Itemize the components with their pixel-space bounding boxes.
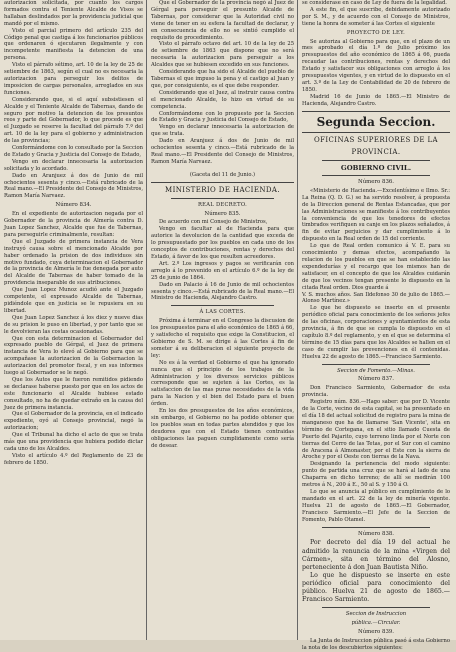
paragraph: Visto el párrafo octavo del art. 10 de la ley de 25 de setiembre de 1863 que dispone que no será necesaria la autorizacion para perseguir a los Alcaldes que se hubiesen excedido en sus funciones. [151,41,294,69]
paragraph: Que Juan Lopez Sanchez á los diez y nueve dias de su prision le puso en libertad, y por tanto que se le devolvieran las costas ocasionadas. [4,314,143,335]
paragraph: De acuerdo con mi Consejo de Ministros, [159,219,268,226]
decree-number: Número 835. [204,210,241,217]
paragraph: Visto el párrafo sétimo, art. 10 de la ley de 25 de setiembre de 1863, según el cual no es necesaria la autorizacion para perseguir los delitos de imposicion de cargas personales, arreglados en sus funciones. [4,62,143,96]
column-rule-2 [297,0,298,640]
divider [322,175,430,176]
divider [322,364,430,365]
divider [322,527,430,528]
paragraph: En los dos presupuestos de los años económicos, sin embargo, el Gobierno no ha podido obtener que los pueblos sean en todas partes atendidos y que los deudores que con el Estado tienen contraidas obligaciones las paguen cumplidamente como sería de desear. [151,408,294,449]
paragraph: V. S. muchos años. San Ildefonso 30 de julio de 1865.—Alonso Martínez.» [302,291,450,305]
paragraph: Lo que he dispuesto se inserte en el presente periódico oficial para conocimiento de los señores jefes de las oficinas, corporaciones y ayuntamientos de esta provincia, á fin de que se cumpla lo dispuesto en el capítulo 8.º del reglamento, y en el que se determina el término de 15 días para que los Alcaldes se hallen en el caso de cumplir las prevenciones en él contenidas. Huelva 22 de agosto de 1865.—Francisco Sarmiento. [302,305,450,360]
real-decreto-heading: REAL DECRETO. [197,201,248,208]
fomento-heading: Seccion de Fomento.—Minas. [337,367,415,374]
paragraph: Considerando que el Juez, al instruir causa contra el mencionado Alcalde, lo hizo en virtud de su competencia. [151,89,294,110]
paragraph: Que el Gobernador de la provincia, en el indicado expediente, oyó al Consejo provincial, negó la autorizacion; [4,411,143,432]
paragraph: Vengo en facultar al de Hacienda para que autorice la devolucion de la cantidad que exceda de lo presupuestado por los pueblos en cada uno de los conceptos de contribuciones, rentas y derechos del Estado, á favor de los que resulten acreedores. [151,226,294,260]
divider [151,182,294,183]
divider [171,305,274,306]
paragraph: A este fin, el que suscribe, debidamente autorizado por S. M., y de acuerdo con el Consejo de Ministros, tiene la honra de someter á las Cortes el siguiente [302,6,450,27]
paragraph: Por decreto del día 19 del actual he admitido la renuncia de la mina «Virgen del Cármen», sita en término del Alosno, perteneciente á don Juan Bautista Niño. [302,539,450,571]
paragraph: Visto el parcial primero del artículo 235 del Código penal que castiga á los funcionarios públicos que ordenaren ó ejecutaren ilegalmente y con incompetente manifiesta la detencion de una persona. [4,27,143,62]
gaceta-date: (Gaceta del 11 de Junio.) [189,171,256,178]
paragraph: Dado en Palacio á 16 de Junio de mil ochocientos sesenta y cinco.—Está rubricado de la Real mano.—El Ministro de Hacienda, Alejandro Castro. [151,281,294,302]
paragraph: Vengo en declarar innecesaria la autorizacion solicitada y lo acordado. [4,158,143,172]
gobierno-civil-heading: GOBIERNO CIVIL. [340,163,412,172]
paragraph: Vengo en declarar innecesaria la autorizacion de que se trata. [151,124,294,138]
paragraph: Próxima á terminar en el Congreso la discusion de los presupuestos para el año económico de 1865 á 66, y satisfecho el requisito que exige la Constitucion, el Gobierno de S. M. se dirige á las Cortes á fin de someter á su deliberacion el siguiente proyecto de ley: [151,318,294,359]
paragraph: Visto el artículo 4.º del Reglamento de 23 de febrero de 1850. [4,452,143,466]
divider [322,607,430,608]
paragraph: Considerando que ha sido el Alcalde del pueblo de Tabernas el que impuso la pena y el castigo al Juan y que, por consiguiente, es el que debe responder. [151,69,294,89]
publica-heading: pública.—Circular. [351,620,401,627]
oficinas-heading: OFICINAS SUPERIORES DE LA [313,135,439,144]
divider [322,160,430,161]
paragraph: No es á la verdad el Gobierno el que ha ignorado nunca que el principio de los trabajos de la Administracion y los diversos servicios públicos corresponde que se sujeten á las Cortes, es la satisfaccion de las mas puras necesidades de la vida para la Nacion y el bien del Estado para el buen órden. [151,359,294,408]
paragraph: Conformándome con lo consultado por la Seccion de Estado y Gracia y Justicia del Consejo de Estado, [4,145,143,158]
paragraph: Conformándome con lo propuesto por la Seccion de Estado y Gracia y Justicia del Consejo de Estado, [151,110,294,124]
divider [302,132,450,133]
paragraph: Don Francisco Sarmiento, Gobernador de esta provincia. [302,385,450,399]
paragraph: Que Juan Lopez Munoz acudió ante el Juzgado competente, el expresado Alcalde de Tabernas, pidiéndole que en justicia se le repusiera en su libertad. [4,287,143,314]
paragraph: Considerando que, si el aquí subsistiesen el Alcalde y el Teniente Alcalde de Tabernas, dando de seguro por motivo la detencion de los presuntos reos y parte del Gobernador, lo que procede es que el Juzgado se reserve la facultad del párrafo 7.º del art. 10 de la ley para el gobierno y administracion de las provincias; [4,96,143,145]
paragraph: Madrid 16 de Junio de 1865.—El Ministro de Hacienda, Alejandro Castro. [302,93,450,107]
decree-number: Número 839. [357,628,395,635]
paragraph: Que con esta determinacion el Gobernador del expresado pueblo de Gérgal, el Juez de primera instancia de Vera lo elevó al Gobierno para que se acompañase la autorizacion de la Gobernacion la autorizacion del promotor fiscal, y en sus informes luego al Gobernador se le negó. [4,335,143,377]
paragraph: Dado en Aranjuez á dos de Junio de mil ochocientos sesenta y cinco.—Está rubricado de la Real mano.—El Presidente del Consejo de Ministros, Ramon María Narvaez. [151,138,294,165]
column-3 [302,0,450,651]
divider [171,198,274,199]
cortes-heading: Á LAS CORTES. [199,309,246,316]
decree-number: Número 838. [357,530,395,537]
decree-number: Número 834. [55,202,92,209]
paragraph: La Junta de Instruccion pública pasó á esta Gobierno la nota de los descubiertos siguientes: [302,637,450,651]
ministerio-heading: MINISTERIO DE HACIENDA. [165,185,280,194]
paragraph: se considerase en caso de Ley de fuera de la legalidad. [302,0,447,6]
decree-number: Número 837. [357,376,395,383]
paragraph: Lo que se anuncia al público en cumplimiento de lo mandado en el art. 22 de la ley de minería vigente. Huelva 21 de agosto de 1865.—El Gobernador, Francisco Sarmiento.—El Jefe de la Seccion de Fomento, Pablo Otamel. [302,488,450,523]
provincia-heading: PROVINCIA. [351,147,401,156]
paragraph: Que el Tribunal ha dicho el acto de que se trata más que una providencia que hubiera podido dictar cada uno de los Alcaldes. [4,432,143,452]
instruccion-heading: Seccion de Instruccion [345,611,407,618]
paragraph: Lo que he dispuesto se inserte en este periódico oficial para conocimiento del público. Huelva 21 de agosto de 1865.—Francisco Sarmiento. [302,571,450,604]
paragraph: «Ministerio de Hacienda.—Excelentísimo e Ilmo. Sr.: La Reina (Q. D. G.) se ha servido resolver, á propuesta de la Direccion general de Rentas Estancadas, que por las Administraciones se manifieste á los contribuyentes la conveniencia de que los tenedores de efectos timbrados verifiquen su canje en los plazos señalados, á fin de evitar perjuicios y dar cumplimiento á lo dispuesto en la Real orden de 15 del corriente. [302,187,450,243]
divider [302,111,450,112]
paragraph: Dado en Aranjuez á dos de Junio de mil ochocientos sesenta y cinco.—Está rubricado de la Real mano.—El Presidente del Consejo de Ministros, Ramon María Narvaez. [4,172,143,200]
paragraph: Lo que de Real orden comunico á V. E. para su conocimiento y demas efectos, acompañando la relacion de los pueblos en que se han establecido las expendedurías y el recargo que los mismos han de satisfacer, en el concepto de que los Alcaldes cuidarán de que los vecinos tengan presente lo dispuesto en la citada Real orden. Dios guarde á [302,243,450,291]
column-2 [151,0,294,640]
proyecto-heading: PROYECTO DE LEY. [346,29,406,36]
paragraph: Designando la pertenencia del modo siguiente: punto de partida una cruz que se hará al lado de una Chaparra en dicho terreno; de allí se medirán 100 metros á N., 200 á E., 50 al S. y 150 á O. [302,461,450,489]
segunda-seccion-heading: Segunda Seccion. [316,114,436,129]
paragraph: Registro núm. 836.—Hago saber: que por D. Vicente de la Corte, vecino de esta capital, se ha presentado en el día 18 del actual solicitud de registro para la mina de manganeso que ha de llamarse 'San Vicente', sita en término de Cortegana, en el sitio llamado Cuesta de Puerto del Pajarito, cuyo terreno linda por el Norte con tierras del Cerro de las Tetas, por el Sur con el camino de Aracena á Almonaster, por el Este con la sierra de Aroche y por el Oeste con tierras de la Nava. [302,399,450,461]
decree-number: Número 836. [357,179,395,185]
column-1 [4,0,143,640]
paragraph: Se autoriza al Gobierno para que, en el plazo de un mes aprobado el día 1.º de Julio próximo los presupuestos del año económico de 1865 á 66, pueda recaudar las contribuciones, rentas y derechos del Estado y satisfacer sus obligaciones con arreglo á los presupuestos vigentes, y en virtud de lo dispuesto en el art. 3.º de la Ley de Contabilidad de 20 de febrero de 1850. [302,38,450,93]
paragraph: En el expediente de autorizacion negada por el Gobernador de la provincia de Almería contra D. Juan Lopez Sanchez, Alcalde que fue de Tabernas, para perseguirle criminalmente, resultan: [4,211,143,238]
paragraph: Que los Autos que le fueron remitidos pidiendo se declarase haberse puesto por que en los actos de este funcionario el Alcalde hubiese estado consultado, no ha de quedar extraño en la causa del Juez de primera instancia. [4,376,143,411]
column-rule-1 [146,0,147,640]
paragraph: Art. 2.º Los ingresos y pagos se verificarán con arreglo á lo prevenido en el artículo 6.º de la ley de 25 de junio de 1864. [151,260,294,281]
paragraph: autorizacion solicitada, por cuanto los cargos formados contra el Teniente Alcalde de Visos se hallaban deslindados por la providencia judicial que mandó por el mismo. [4,0,143,27]
paragraph: Que el Juzgado de primera instancia de Vera instruyó causa sobre el mencionado Alcalde por haber ordenado la prision de dos individuos sin motivo fundado, cuya determinacion el Gobernador de la provincia de Almería le fue denegada por auto del Alcalde de Tabernas de haber tomado de la providencia inseparable de sus atribuciones. [4,238,143,287]
paragraph: Que el Gobernador de la provincia negó al Juez de Gérgal para perseguir el presunto Alcalde de Tabernas, por considerar que la Autoridad civil no viene de tener en su esfera la facultad de declarar, y en consecuencia de ello no se sintió cumplido el requisito de procedimiento. [151,0,294,41]
